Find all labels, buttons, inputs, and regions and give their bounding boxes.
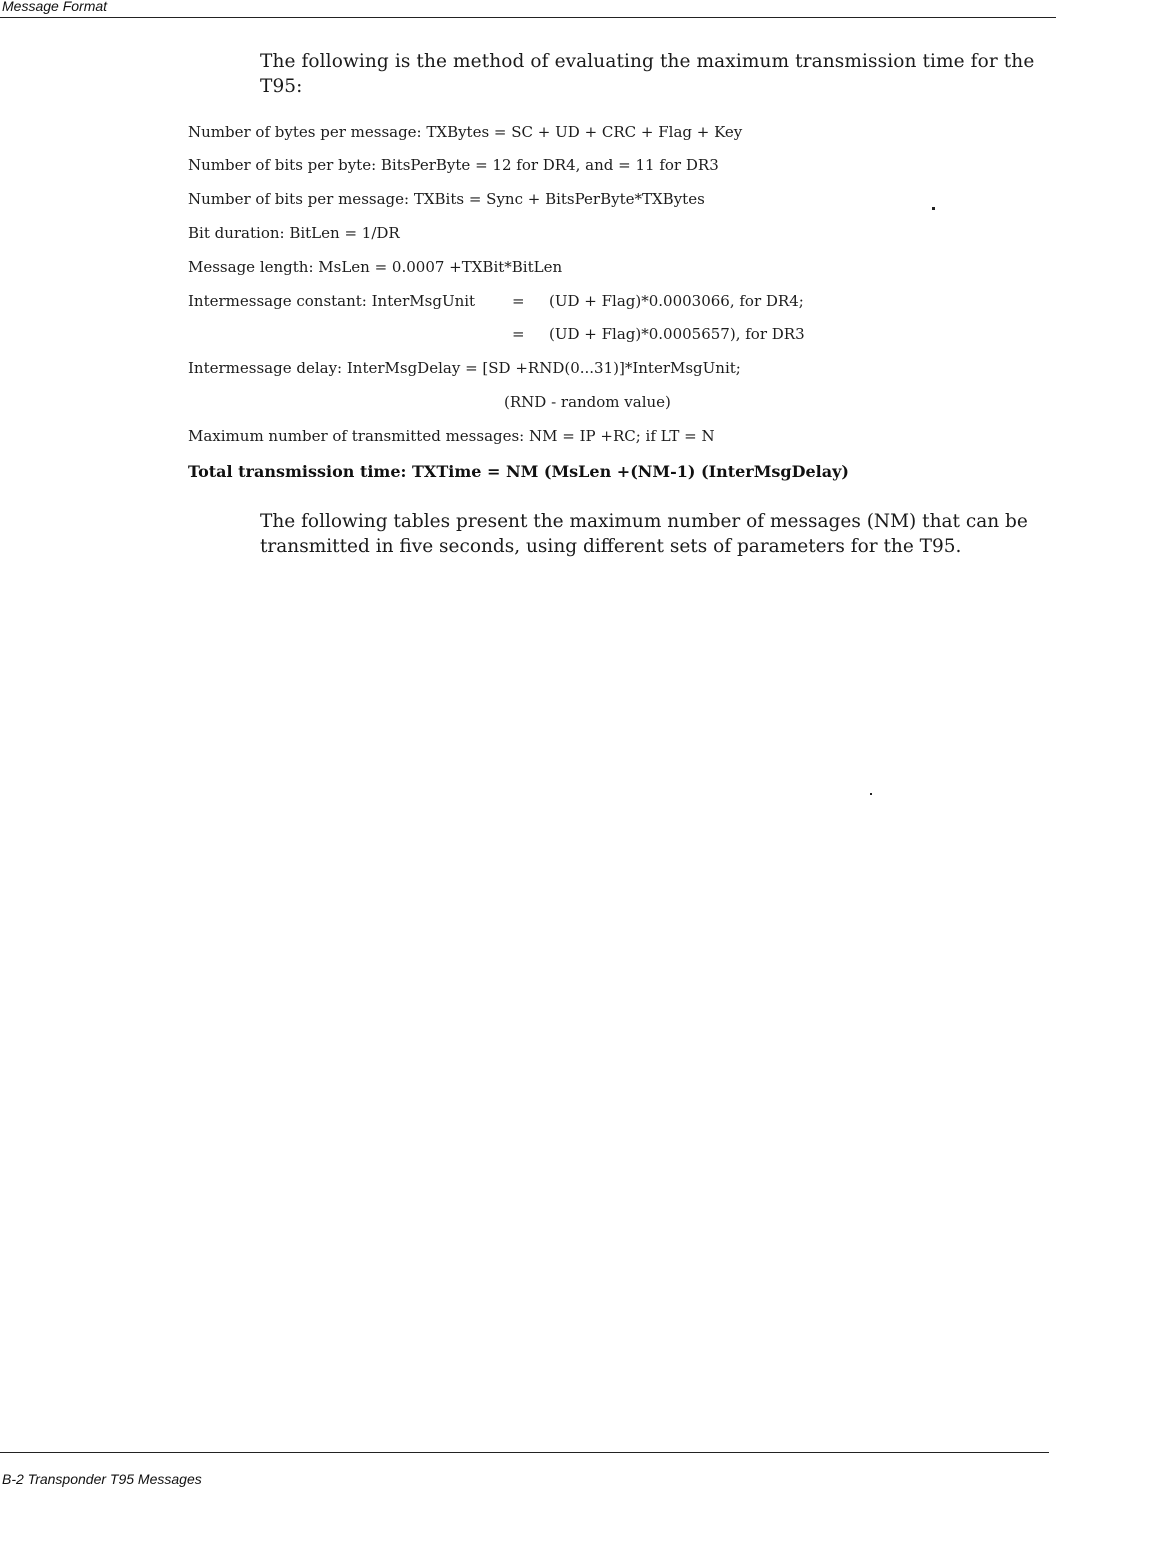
formula-equals-sign: =: [512, 325, 525, 343]
formula-message-length: Message length: MsLen = 0.0007 +TXBit*BitLen: [188, 258, 563, 276]
footer-divider: [0, 1452, 1049, 1453]
formula-intermessage-constant-dr3: (UD + Flag)*0.0005657), for DR3: [549, 325, 805, 343]
formula-max-messages: Maximum number of transmitted messages: NM = IP +RC; if LT = N: [188, 427, 715, 445]
formula-intermessage-delay: Intermessage delay: InterMsgDelay = [SD +RND(0...31)]*InterMsgUnit;: [188, 359, 741, 377]
formula-tx-bits: Number of bits per message: TXBits = Sync + BitsPerByte*TXBytes: [188, 190, 705, 208]
formula-bits-per-byte: Number of bits per byte: BitsPerByte = 12 for DR4, and = 11 for DR3: [188, 156, 719, 174]
formula-tx-bytes: Number of bytes per message: TXBytes = SC + UD + CRC + Flag + Key: [188, 123, 743, 141]
formula-total-time: Total transmission time: TXTime = NM (MsLen +(NM-1) (InterMsgDelay): [188, 462, 849, 481]
formula-equals-sign: =: [512, 292, 525, 310]
formula-rnd-note: (RND - random value): [504, 393, 671, 411]
intro-paragraph: The following is the method of evaluating the maximum transmission time for the T95:: [260, 51, 1035, 97]
outro-paragraph: The following tables present the maximum number of messages (NM) that can be transmitted in five seconds, using different sets of parameters for the T95.: [260, 511, 1028, 557]
formula-intermessage-constant-label: Intermessage constant: InterMsgUnit: [188, 292, 476, 310]
scan-speck: [932, 207, 935, 210]
scan-speck: [870, 793, 872, 795]
formula-bit-duration: Bit duration: BitLen = 1/DR: [188, 224, 400, 242]
formula-intermessage-constant-dr4: (UD + Flag)*0.0003066, for DR4;: [549, 292, 804, 310]
header-divider: [0, 17, 1056, 18]
section-title: Message Format: [2, 0, 108, 14]
page-label: B-2 Transponder T95 Messages: [2, 1471, 202, 1487]
